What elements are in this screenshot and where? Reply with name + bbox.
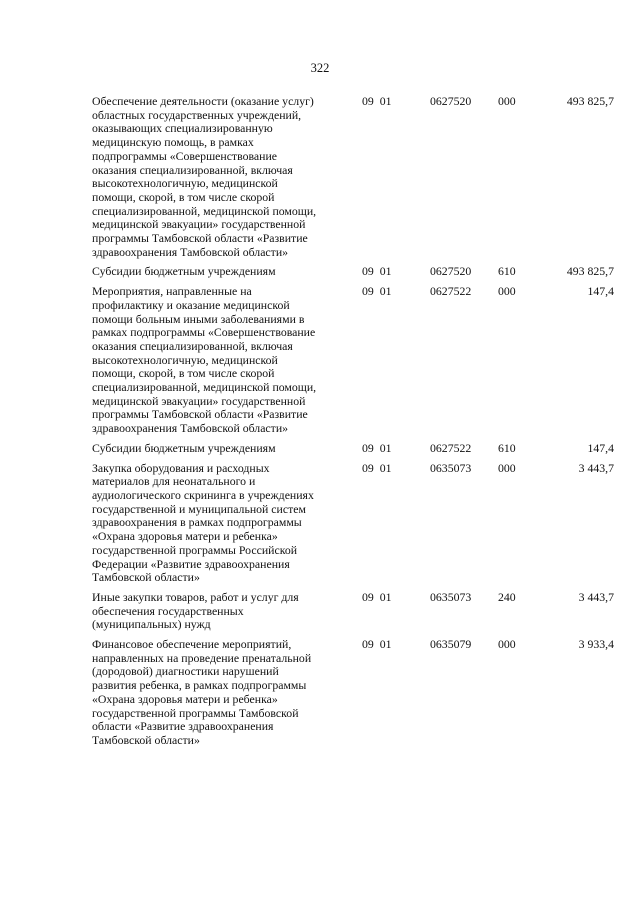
amount: 3 443,7: [578, 589, 614, 604]
expense-type-code: 240: [498, 589, 516, 604]
target-code: 0635079: [430, 637, 472, 652]
section-code: 09 01: [362, 440, 392, 455]
expense-type-code: 000: [498, 94, 516, 108]
table-row: [92, 285, 614, 442]
expense-type-code: 000: [498, 637, 516, 652]
amount: 493 825,7: [566, 264, 614, 279]
expense-name: Иные закупки товаров, работ и услуг для обеспечения государственных (муниципальных) нужд: [92, 589, 299, 632]
section-code: 09 01: [362, 589, 392, 604]
section-code: 09 01: [362, 637, 392, 652]
target-code: 0635073: [430, 589, 472, 604]
expense-name: Обеспечение деятельности (оказание услуг) областных государственных учреждений, оказывающих специализированную медицинскую помощь, в рамках подпрограммы «Совершенствование оказания специализированной, включая высокотехнологичную, медицинской помощи, скорой, в том числе скорой специализированной, медицинской помощи, медицинской эвакуации» государственной программы Тамбовской области «Развитие здравоохранения Тамбовской области»: [92, 94, 317, 259]
expense-name: Субсидии бюджетным учреждениям: [92, 440, 276, 455]
expense-name: Субсидии бюджетным учреждениям: [92, 264, 276, 279]
table-row: [92, 591, 614, 638]
amount: 147,4: [587, 284, 614, 299]
section-code: 09 01: [362, 264, 392, 279]
target-code: 0627522: [430, 440, 472, 455]
table-row: [92, 265, 614, 285]
budget-table: [92, 95, 614, 754]
expense-name: Мероприятия, направленные на профилактику и оказание медицинской помощи больным иными заболеваниями в рамках подпрограммы «Совершенствование оказания специализированной, включая высокотехнологичную, медицинской помощи, скорой, в том числе скорой специализированной, медицинской помощи, медицинской эвакуации» государственной программы Тамбовской области «Развитие здравоохранения Тамбовской области»: [92, 284, 317, 436]
table-row: [92, 462, 614, 591]
expense-type-code: 000: [498, 284, 516, 299]
page-number: 322: [310, 61, 330, 75]
target-code: 0627520: [430, 264, 472, 279]
table-row: [92, 442, 614, 462]
expense-name: Финансовое обеспечение мероприятий, направленных на проведение пренатальной (дородовой) диагностики нарушений развития ребенка, в рамках подпрограммы «Охрана здоровья матери и ребенка» государственной программы Тамбовской области «Развитие здравоохранения Тамбовской области»: [92, 637, 312, 747]
target-code: 0635073: [430, 460, 472, 475]
table-row: [92, 638, 614, 754]
section-code: 09 01: [362, 284, 392, 299]
section-code: 09 01: [362, 94, 392, 108]
table-body: [92, 95, 614, 754]
amount: 3 443,7: [578, 460, 614, 475]
expense-type-code: 000: [498, 460, 516, 475]
amount: 3 933,4: [578, 637, 614, 652]
expense-name: Закупка оборудования и расходных материалов для неонатального и аудиологического скрининга в учреждениях государственной и муниципальной систем здравоохранения в рамках подпрограммы «Охрана здоровья матери и ребенка» государственной программы Российской Федерации «Развитие здравоохранения Тамбовской области»: [92, 460, 314, 585]
amount: 493 825,7: [566, 94, 614, 108]
amount: 147,4: [587, 440, 614, 455]
table-row: [92, 95, 614, 265]
expense-type-code: 610: [498, 264, 516, 279]
target-code: 0627520: [430, 94, 472, 108]
section-code: 09 01: [362, 460, 392, 475]
expense-type-code: 610: [498, 440, 516, 455]
target-code: 0627522: [430, 284, 472, 299]
